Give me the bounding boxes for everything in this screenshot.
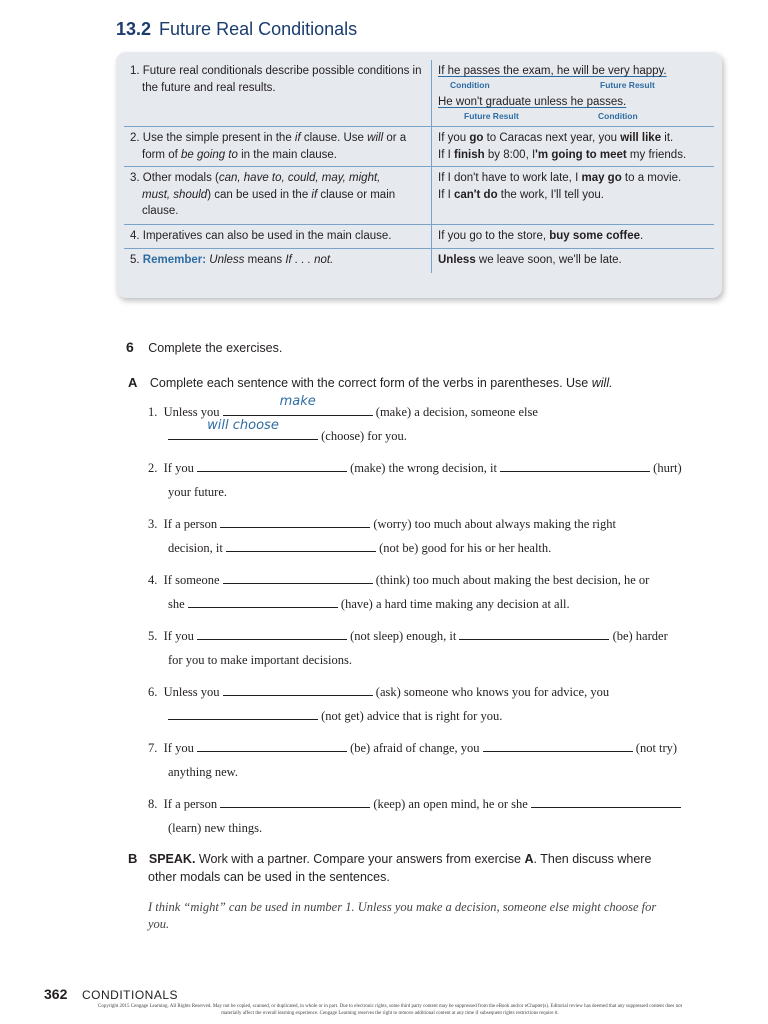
list-item: (not get) advice that is right for you.	[168, 704, 502, 728]
answer-blank[interactable]	[531, 793, 681, 808]
answer-blank[interactable]	[220, 513, 370, 528]
chart-rule-2: 2. Use the simple present in the if clause. Use will or a form of be going to in the main clause.	[130, 132, 407, 161]
list-item-continuation: anything new.	[168, 765, 239, 779]
section-number: 13.2	[116, 19, 152, 39]
list-item: 8. If a person (keep) an open mind, he or she	[148, 792, 681, 816]
chart-row-divider	[124, 248, 714, 249]
chart-rule-4: 4. Imperatives can also be used in the main clause.	[130, 230, 392, 242]
answer-blank[interactable]	[483, 737, 633, 752]
list-item: 6. Unless you (ask) someone who knows you for advice, you	[148, 680, 609, 704]
chart-rule-1: 1. Future real conditionals describe possible conditions in the future and real results.	[130, 65, 422, 94]
chart-example-5: Unless we leave soon, we'll be late.	[438, 254, 622, 266]
grammar-chart	[116, 52, 722, 298]
handwritten-answer: will choose	[207, 418, 279, 433]
section-title	[116, 19, 357, 40]
chart-row-divider	[124, 224, 714, 225]
chart-example-4: If you go to the store, buy some coffee.	[438, 230, 644, 242]
part-b-example: I think “might” can be used in number 1. Unless you make a decision, someone else might choose for you.	[148, 900, 657, 931]
copyright-notice: Copyright 2015 Cengage Learning. All Rights Reserved. May not be copied, scanned, or duplicated, in whole or in part. Due to electronic rights, some third party content may be suppressed from the eBook and/or eChapter(s). Editorial review has deemed that any suppressed content does not materially affect the overall learning experience. Cengage Learning reserves the right to remove additional content at any time if subsequent rights restrictions require it.	[97, 1004, 683, 1016]
part-a-instruction: A Complete each sentence with the correct form of the verbs in parentheses. Use will.	[128, 375, 613, 390]
answer-blank[interactable]	[220, 793, 370, 808]
chart-row-divider	[124, 166, 714, 167]
list-item-continuation: your future.	[168, 485, 228, 499]
tag-future-result: Future Result	[600, 80, 655, 90]
list-item: 5. If you (not sleep) enough, it (be) harder	[148, 624, 668, 648]
exercise-header	[126, 339, 282, 357]
chart-example-1a: If he passes the exam, he will be very happy.	[438, 65, 667, 77]
list-item-continuation: for you to make important decisions.	[168, 653, 352, 667]
answer-blank[interactable]	[459, 625, 609, 640]
chart-example-2: If you go to Caracas next year, you will like it. If I finish by 8:00, I'm going to meet my friends.	[438, 132, 687, 161]
exercise-instruction: Complete the exercises.	[148, 341, 283, 355]
list-item: 3. If a person (worry) too much about always making the right	[148, 512, 616, 536]
answer-blank[interactable]	[168, 418, 318, 440]
part-b-instruction: B SPEAK. Work with a partner. Compare your answers from exercise A. Then discuss where other modals can be used in the sentences.	[128, 851, 652, 884]
chart-example-3: If I don't have to work late, I may go to a movie. If I can't do the work, I'll tell you.	[438, 172, 682, 201]
list-item: decision, it (not be) good for his or her health.	[168, 536, 551, 560]
chart-example-1b: He won't graduate unless he passes.	[438, 96, 627, 108]
answer-blank[interactable]	[168, 705, 318, 720]
tag-condition: Condition	[598, 111, 638, 121]
section-title-text: Future Real Conditionals	[159, 19, 358, 39]
answer-blank[interactable]	[197, 737, 347, 752]
chart-rule-3: 3. Other modals (can, have to, could, may, might, must, should) can be used in the if clause or main clause.	[130, 172, 396, 217]
tag-future-result: Future Result	[464, 111, 519, 121]
list-item: 1. Unless you make (make) a decision, someone else	[148, 400, 538, 424]
answer-blank[interactable]	[197, 625, 347, 640]
list-item: she (have) a hard time making any decision at all.	[168, 592, 570, 616]
list-item: 7. If you (be) afraid of change, you (not try)	[148, 736, 677, 760]
chart-row-divider	[124, 126, 714, 127]
list-item: 4. If someone (think) too much about making the best decision, he or	[148, 568, 649, 592]
answer-blank[interactable]	[500, 457, 650, 472]
list-item-continuation: (learn) new things.	[168, 821, 263, 835]
answer-blank[interactable]	[223, 681, 373, 696]
exercise-number: 6	[126, 339, 134, 355]
page-number: 362	[44, 986, 68, 1002]
list-item: 2. If you (make) the wrong decision, it (hurt)	[148, 456, 682, 480]
tag-condition: Condition	[450, 80, 490, 90]
list-item: will choose (choose) for you.	[168, 424, 407, 448]
answer-blank[interactable]	[197, 457, 347, 472]
chart-rule-5: 5. Remember: Unless means If . . . not.	[130, 254, 334, 266]
answer-blank[interactable]	[223, 569, 373, 584]
answer-blank[interactable]	[226, 537, 376, 552]
answer-blank[interactable]	[188, 593, 338, 608]
handwritten-answer: make	[279, 394, 316, 409]
chapter-name: CONDITIONALS	[82, 988, 179, 1002]
